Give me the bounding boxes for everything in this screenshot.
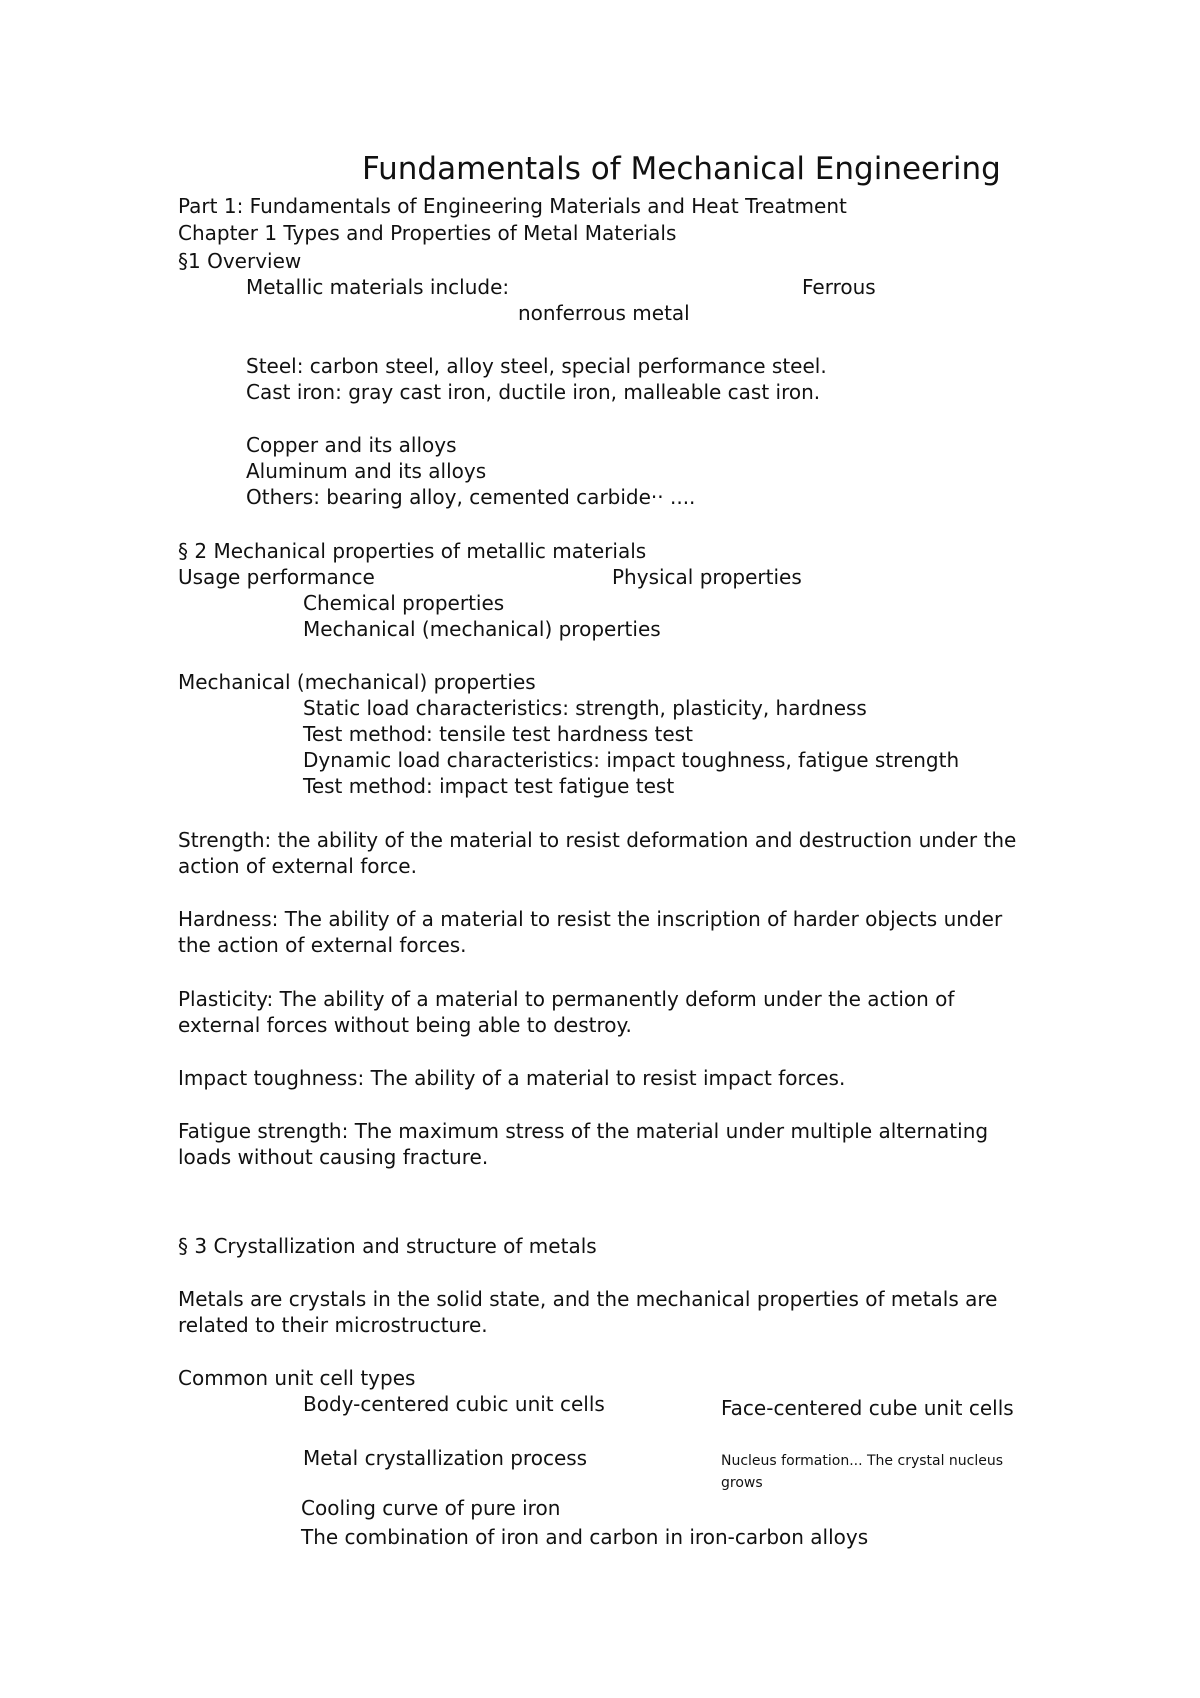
usage-performance: Usage performance bbox=[178, 565, 375, 589]
unit-cell-types: Common unit cell types bbox=[178, 1366, 416, 1390]
metals-crystals-1: Metals are crystals in the solid state, and the mechanical properties of metals are bbox=[178, 1287, 998, 1311]
cast-iron-line: Cast iron: gray cast iron, ductile iron, malleable cast iron. bbox=[246, 380, 821, 404]
cooling-curve-line: Cooling curve of pure iron bbox=[301, 1496, 561, 1520]
crystallization-process: Metal crystallization process bbox=[303, 1446, 588, 1470]
metallic-materials-include: Metallic materials include: bbox=[246, 275, 510, 299]
strength-definition-2: action of external force. bbox=[178, 854, 417, 878]
dynamic-load-line: Dynamic load characteristics: impact toughness, fatigue strength bbox=[303, 748, 960, 772]
strength-definition-1: Strength: the ability of the material to resist deformation and destruction under the bbox=[178, 828, 1017, 852]
page-title: Fundamentals of Mechanical Engineering bbox=[362, 151, 1001, 187]
nonferrous-label: nonferrous metal bbox=[518, 301, 690, 325]
nucleus-formation-note: Nucleus formation... The crystal nucleus grows bbox=[721, 1453, 1004, 1491]
others-line: Others: bearing alloy, cemented carbide·· .... bbox=[246, 485, 696, 509]
part-heading: Part 1: Fundamentals of Engineering Materials and Heat Treatment bbox=[178, 194, 847, 218]
hardness-definition-1: Hardness: The ability of a material to resist the inscription of harder objects under bbox=[178, 907, 1003, 931]
hardness-definition-2: the action of external forces. bbox=[178, 933, 467, 957]
mechanical-properties-heading: Mechanical (mechanical) properties bbox=[178, 670, 536, 694]
plasticity-definition-2: external forces without being able to destroy. bbox=[178, 1013, 632, 1037]
plasticity-definition-1: Plasticity: The ability of a material to permanently deform under the action of bbox=[178, 987, 955, 1011]
metals-crystals-2: related to their microstructure. bbox=[178, 1313, 488, 1337]
impact-toughness-definition: Impact toughness: The ability of a material to resist impact forces. bbox=[178, 1066, 846, 1090]
test-method-2: Test method: impact test fatigue test bbox=[303, 774, 675, 798]
fatigue-definition-2: loads without causing fracture. bbox=[178, 1145, 489, 1169]
steel-line: Steel: carbon steel, alloy steel, special performance steel. bbox=[246, 354, 827, 378]
copper-line: Copper and its alloys bbox=[246, 433, 457, 457]
mechanical-properties-sub: Mechanical (mechanical) properties bbox=[303, 617, 661, 641]
test-method-1: Test method: tensile test hardness test bbox=[303, 722, 693, 746]
chemical-properties: Chemical properties bbox=[303, 591, 505, 615]
fatigue-definition-1: Fatigue strength: The maximum stress of the material under multiple alternating bbox=[178, 1119, 989, 1143]
aluminum-line: Aluminum and its alloys bbox=[246, 459, 487, 483]
iron-carbon-combination: The combination of iron and carbon in iron-carbon alloys bbox=[301, 1525, 869, 1549]
ferrous-label: Ferrous bbox=[802, 275, 876, 299]
physical-properties: Physical properties bbox=[612, 565, 802, 589]
static-load-line: Static load characteristics: strength, plasticity, hardness bbox=[303, 696, 867, 720]
chapter-heading: Chapter 1 Types and Properties of Metal Materials bbox=[178, 221, 677, 245]
section-2-heading: § 2 Mechanical properties of metallic materials bbox=[178, 539, 647, 563]
section-3-heading: § 3 Crystallization and structure of metals bbox=[178, 1234, 597, 1258]
fcc-unit-cells: Face-centered cube unit cells bbox=[721, 1396, 1014, 1420]
section-1-heading: §1 Overview bbox=[178, 249, 302, 273]
bcc-unit-cells: Body-centered cubic unit cells bbox=[303, 1392, 605, 1416]
